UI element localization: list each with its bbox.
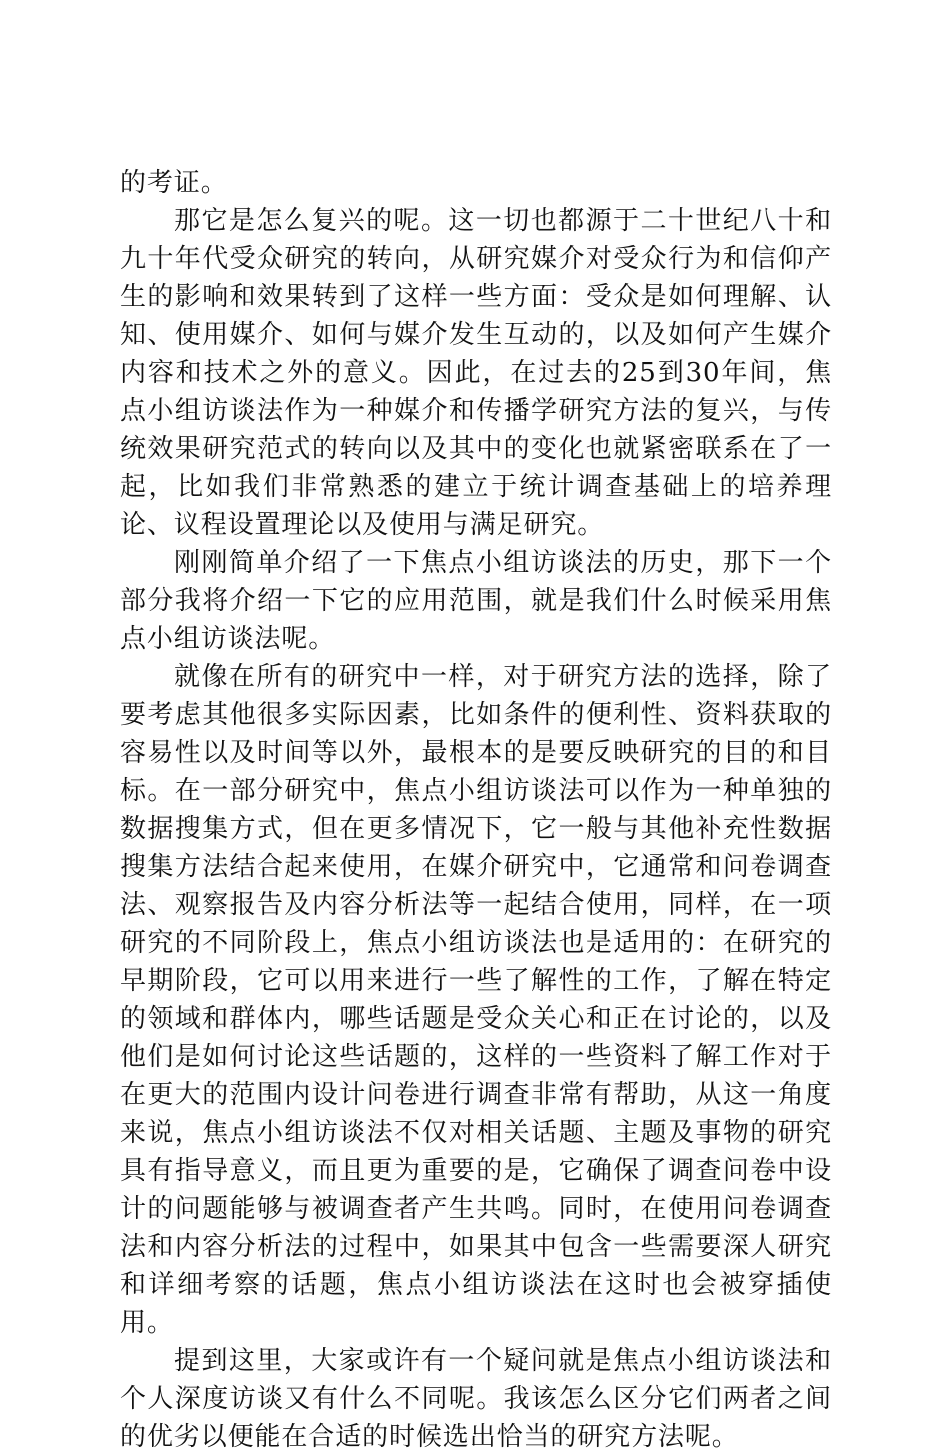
- paragraph-revival: 那它是怎么复兴的呢。这一切也都源于二十世纪八十和九十年代受众研究的转向，从研究媒介对受众行为和信仰产生的影响和效果转到了这样一些方面：受众是如何理解、认知、使用媒介、如何与媒介发生互动的，以及如何产生媒介内容和技术之外的意义。因此，在过去的25到30年间，焦点小组访谈法作为一种媒介和传播学研究方法的复兴，与传统效果研究范式的转向以及其中的变化也就紧密联系在了一起，比如我们非常熟悉的建立于统计调查基础上的培养理论、议程设置理论以及使用与满足研究。: [120, 206, 832, 540]
- document-body: [120, 164, 832, 1456]
- paragraph-method-selection: 就像在所有的研究中一样，对于研究方法的选择，除了要考虑其他很多实际因素，比如条件的便利性、资料获取的容易性以及时间等以外，最根本的是要反映研究的目的和目标。在一部分研究中，焦点小组访谈法可以作为一种单独的数据搜集方式，但在更多情况下，它一般与其他补充性数据搜集方法结合起来使用，在媒介研究中，它通常和问卷调查法、观察报告及内容分析法等一起结合使用，同样，在一项研究的不同阶段上，焦点小组访谈法也是适用的：在研究的早期阶段，它可以用来进行一些了解性的工作，了解在特定的领域和群体内，哪些话题是受众关心和正在讨论的，以及他们是如何讨论这些话题的，这样的一些资料了解工作对于在更大的范围内设计问卷进行调查非常有帮助，从这一角度来说，焦点小组访谈法不仅对相关话题、主题及事物的研究具有指导意义，而且更为重要的是，它确保了调查问卷中设计的问题能够与被调查者产生共鸣。同时，在使用问卷调查法和内容分析法的过程中，如果其中包含一些需要深人研究和详细考察的话题，焦点小组访谈法在这时也会被穿插使用。: [120, 662, 832, 1338]
- paragraph-continuation: 的考证。: [120, 168, 228, 198]
- paragraph-scope-intro: 刚刚简单介绍了一下焦点小组访谈法的历史，那下一个部分我将介绍一下它的应用范围，就是我们什么时候采用焦点小组访谈法呢。: [120, 548, 832, 654]
- paragraph-question: 提到这里，大家或许有一个疑问就是焦点小组访谈法和个人深度访谈又有什么不同呢。我该怎么区分它们两者之间的优劣以便能在合适的时候选出恰当的研究方法呢。: [120, 1346, 832, 1452]
